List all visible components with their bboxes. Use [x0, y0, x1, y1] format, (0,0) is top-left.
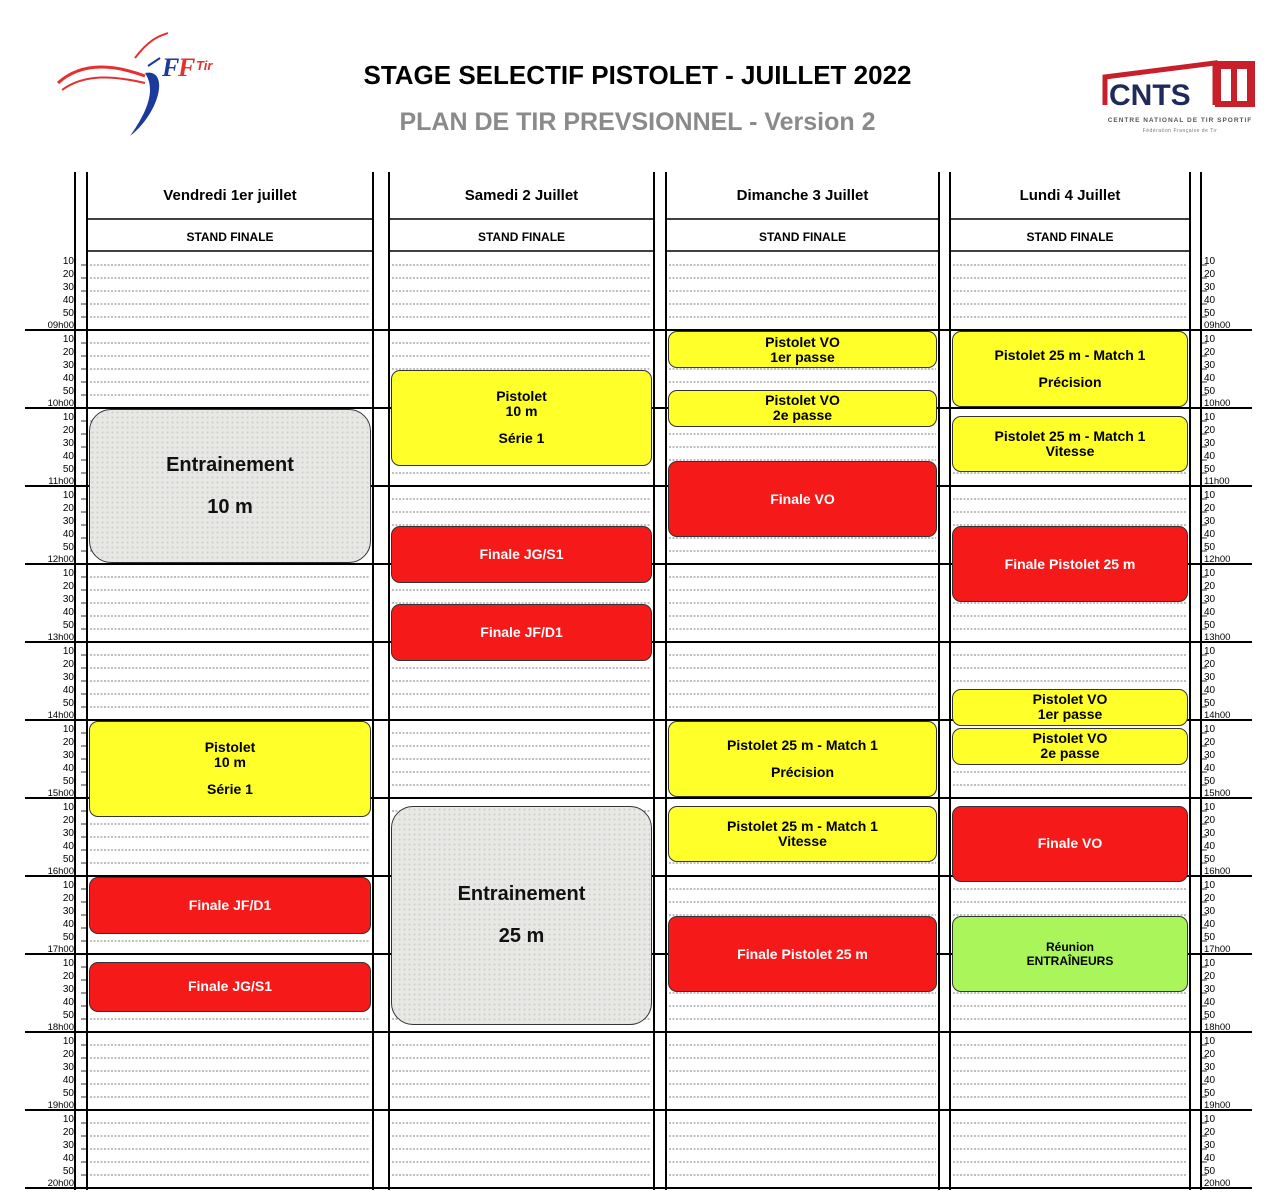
minute-label-right: 50 [1204, 1088, 1216, 1099]
event-label: Pistolet VO [765, 392, 840, 408]
minute-label-right: 20 [1204, 347, 1216, 358]
stand-header: STAND FINALE [1026, 230, 1114, 244]
hour-label-left: 15h00 [47, 788, 74, 799]
day-header: Dimanche 3 Juillet [736, 187, 869, 204]
minute-label-right: 50 [1204, 620, 1216, 631]
minute-label-left: 10 [62, 958, 74, 969]
hour-label-left: 14h00 [47, 710, 74, 721]
minute-label-right: 20 [1204, 503, 1216, 514]
minute-label-left: 50 [62, 932, 74, 943]
hour-label-right: 10h00 [1204, 398, 1231, 409]
minute-label-left: 20 [62, 659, 74, 670]
final-event[interactable] [952, 526, 1188, 602]
minute-label-right: 10 [1204, 490, 1216, 501]
event-label: Pistolet VO [765, 333, 840, 350]
minute-label-right: 40 [1204, 1075, 1216, 1086]
hour-label-right: 19h00 [1204, 1100, 1231, 1111]
minute-label-left: 40 [62, 685, 74, 696]
minute-label-left: 40 [62, 607, 74, 618]
event-label: ENTRAÎNEURS [1026, 954, 1114, 968]
event-label: Pistolet 25 m - Match 1 [994, 427, 1146, 444]
session-event[interactable] [952, 416, 1188, 473]
minute-label-left: 40 [62, 919, 74, 930]
final-event[interactable] [89, 877, 371, 934]
minute-label-left: 40 [62, 295, 74, 306]
event-label: Finale JG/S1 [479, 545, 564, 562]
minute-label-right: 10 [1204, 256, 1216, 267]
minute-label-left: 20 [62, 1127, 74, 1138]
minute-label-right: 10 [1204, 568, 1216, 579]
minute-label-right: 50 [1204, 386, 1216, 397]
hour-label-right: 13h00 [1204, 632, 1231, 643]
event-label: Entrainement [166, 454, 294, 476]
event-label: 2e passe [772, 407, 833, 423]
page-title: STAGE SELECTIF PISTOLET - JUILLET 2022 [363, 60, 912, 90]
minute-label-left: 50 [62, 308, 74, 319]
minute-label-left: 30 [62, 516, 74, 527]
minute-label-left: 30 [62, 282, 74, 293]
minute-label-left: 40 [62, 373, 74, 384]
minute-label-left: 40 [62, 841, 74, 852]
event-label: 10 m [207, 496, 253, 518]
minute-label-right: 50 [1204, 542, 1216, 553]
minute-label-left: 10 [62, 256, 74, 267]
minute-label-left: 50 [62, 620, 74, 631]
hour-label-right: 17h00 [1204, 944, 1231, 955]
minute-label-right: 20 [1204, 659, 1216, 670]
minute-label-right: 50 [1204, 1010, 1216, 1021]
minute-label-right: 40 [1204, 1153, 1216, 1164]
minute-label-left: 10 [62, 334, 74, 345]
minute-label-left: 50 [62, 698, 74, 709]
minute-label-left: 20 [62, 1049, 74, 1060]
minute-label-right: 30 [1204, 906, 1216, 917]
minute-label-left: 30 [62, 672, 74, 683]
minute-label-left: 20 [62, 893, 74, 904]
minute-label-right: 10 [1204, 724, 1216, 735]
minute-label-right: 40 [1204, 841, 1216, 852]
minute-label-left: 20 [62, 425, 74, 436]
hour-label-right: 15h00 [1204, 788, 1231, 799]
minute-label-right: 30 [1204, 1140, 1216, 1151]
minute-label-left: 50 [62, 854, 74, 865]
session-event[interactable] [391, 370, 652, 466]
minute-label-left: 10 [62, 724, 74, 735]
minute-label-right: 30 [1204, 750, 1216, 761]
minute-label-left: 20 [62, 737, 74, 748]
minute-label-right: 40 [1204, 763, 1216, 774]
minute-label-right: 10 [1204, 1114, 1216, 1125]
minute-label-left: 30 [62, 360, 74, 371]
svg-text:Tir: Tir [196, 58, 213, 73]
minute-label-left: 40 [62, 763, 74, 774]
minute-label-left: 30 [62, 750, 74, 761]
minute-label-left: 30 [62, 594, 74, 605]
event-label: 1er passe [770, 348, 835, 365]
event-label: Pistolet VO [1032, 730, 1108, 746]
session-event[interactable] [952, 689, 1188, 726]
event-label: Pistolet 25 m - Match 1 [727, 817, 878, 834]
final-event[interactable] [668, 916, 937, 992]
event-label: Précision [770, 764, 835, 780]
hour-label-left: 10h00 [47, 398, 74, 409]
minute-label-right: 50 [1204, 776, 1216, 787]
minute-label-left: 20 [62, 347, 74, 358]
minute-label-right: 10 [1204, 334, 1216, 345]
event-label: Précision [1038, 374, 1102, 390]
hour-label-left: 20h00 [47, 1178, 74, 1189]
minute-label-right: 50 [1204, 1166, 1216, 1177]
training-event[interactable] [391, 806, 652, 1025]
event-label: 2e passe [1040, 745, 1100, 761]
meeting-event[interactable] [952, 916, 1188, 992]
hour-label-left: 12h00 [47, 554, 74, 565]
minute-label-right: 20 [1204, 425, 1216, 436]
cnts-subtitle: CENTRE NATIONAL DE TIR SPORTIF [1107, 117, 1253, 124]
event-label: Pistolet VO [1032, 691, 1108, 707]
hour-label-right: 09h00 [1204, 320, 1231, 331]
event-label: Pistolet 25 m - Match 1 [727, 737, 878, 753]
fftir-logo-f: F [162, 53, 180, 82]
minute-label-left: 10 [62, 1036, 74, 1047]
hour-label-right: 12h00 [1204, 554, 1231, 565]
minute-label-right: 30 [1204, 360, 1216, 371]
minute-label-right: 50 [1204, 932, 1216, 943]
minute-label-right: 50 [1204, 308, 1216, 319]
minute-label-right: 10 [1204, 802, 1216, 813]
final-event[interactable] [391, 604, 652, 661]
minute-label-right: 20 [1204, 1127, 1216, 1138]
minute-label-right: 20 [1204, 893, 1216, 904]
day-header: Vendredi 1er juillet [163, 187, 297, 204]
event-label: Réunion [1046, 940, 1094, 954]
event-label: 10 m [214, 754, 246, 771]
minute-label-right: 50 [1204, 854, 1216, 865]
stand-header: STAND FINALE [186, 230, 274, 244]
minute-label-left: 10 [62, 412, 74, 423]
session-event[interactable] [668, 721, 937, 797]
cnts-logo-text: CNTS [1109, 79, 1191, 112]
minute-label-left: 30 [62, 906, 74, 917]
final-event[interactable] [391, 526, 652, 583]
minute-label-left: 50 [62, 1088, 74, 1099]
hour-label-left: 11h00 [48, 476, 74, 487]
event-label: Série 1 [498, 430, 545, 447]
minute-label-right: 30 [1204, 594, 1216, 605]
event-label: Finale VO [1037, 835, 1103, 851]
day-header: Samedi 2 Juillet [464, 187, 579, 204]
event-label: Vitesse [1045, 442, 1095, 459]
hour-label-left: 09h00 [47, 320, 74, 331]
hour-label-left: 16h00 [47, 866, 74, 877]
minute-label-right: 30 [1204, 438, 1216, 449]
event-label: Finale Pistolet 25 m [1004, 555, 1136, 572]
minute-label-left: 10 [62, 880, 74, 891]
cnts-federation: Fédération Française de Tir [1142, 128, 1218, 134]
hour-label-left: 18h00 [47, 1022, 74, 1033]
event-label: Finale JG/S1 [187, 978, 273, 994]
minute-label-right: 30 [1204, 828, 1216, 839]
event-label: Entrainement [457, 883, 586, 905]
minute-label-right: 40 [1204, 529, 1216, 540]
minute-label-right: 10 [1204, 412, 1216, 423]
session-event[interactable] [668, 806, 937, 863]
minute-label-left: 40 [62, 451, 74, 462]
event-label: Vitesse [778, 832, 827, 849]
hour-label-right: 18h00 [1204, 1022, 1231, 1033]
minute-label-left: 20 [62, 503, 74, 514]
minute-label-right: 20 [1204, 1049, 1216, 1060]
minute-label-right: 20 [1204, 581, 1216, 592]
minute-label-right: 40 [1204, 919, 1216, 930]
stand-header: STAND FINALE [477, 230, 566, 244]
minute-label-right: 50 [1204, 464, 1216, 475]
event-label: Série 1 [207, 781, 253, 798]
minute-label-right: 40 [1204, 997, 1216, 1008]
minute-label-left: 30 [62, 828, 74, 839]
hour-label-left: 19h00 [47, 1100, 74, 1111]
minute-label-right: 20 [1204, 737, 1216, 748]
minute-label-right: 30 [1204, 984, 1216, 995]
minute-label-right: 10 [1204, 646, 1216, 657]
hour-label-left: 17h00 [47, 944, 74, 955]
session-event[interactable] [668, 331, 937, 368]
minute-label-left: 50 [62, 1010, 74, 1021]
minute-label-left: 30 [62, 1062, 74, 1073]
minute-label-right: 40 [1204, 685, 1216, 696]
minute-label-left: 20 [62, 815, 74, 826]
final-event[interactable] [668, 461, 937, 537]
session-event[interactable] [952, 728, 1188, 765]
minute-label-right: 10 [1204, 880, 1216, 891]
minute-label-left: 40 [62, 1075, 74, 1086]
event-label: Pistolet [204, 739, 256, 756]
session-event[interactable] [952, 331, 1188, 407]
minute-label-left: 30 [62, 438, 74, 449]
minute-label-left: 50 [62, 776, 74, 787]
minute-label-left: 40 [62, 529, 74, 540]
minute-label-left: 20 [62, 269, 74, 280]
hour-label-right: 20h00 [1204, 1178, 1231, 1189]
minute-label-right: 40 [1204, 295, 1216, 306]
day-header: Lundi 4 Juillet [1019, 187, 1121, 204]
minute-label-left: 10 [62, 490, 74, 501]
minute-label-right: 20 [1204, 269, 1216, 280]
hour-label-right: 16h00 [1204, 866, 1231, 877]
session-event[interactable] [89, 721, 371, 817]
final-event[interactable] [89, 962, 371, 1012]
event-label: Finale Pistolet 25 m [737, 945, 868, 962]
hour-label-right: 14h00 [1204, 710, 1231, 721]
minute-label-right: 20 [1204, 815, 1216, 826]
minute-label-left: 40 [62, 997, 74, 1008]
minute-label-left: 50 [62, 386, 74, 397]
minute-label-left: 50 [62, 464, 74, 475]
svg-text:F: F [178, 53, 196, 82]
minute-label-right: 30 [1204, 282, 1216, 293]
stand-header: STAND FINALE [758, 230, 847, 244]
event-label: Pistolet [496, 388, 547, 405]
minute-label-right: 10 [1204, 958, 1216, 969]
minute-label-left: 30 [62, 1140, 74, 1151]
minute-label-left: 20 [62, 971, 74, 982]
event-label: 1er passe [1037, 706, 1103, 722]
minute-label-left: 10 [62, 646, 74, 657]
hour-label-right: 11h00 [1204, 476, 1230, 487]
minute-label-right: 40 [1204, 451, 1216, 462]
minute-label-right: 40 [1204, 607, 1216, 618]
minute-label-left: 30 [62, 984, 74, 995]
event-label: Finale JF/D1 [480, 623, 563, 640]
minute-label-right: 20 [1204, 971, 1216, 982]
minute-label-left: 10 [62, 802, 74, 813]
minute-label-right: 10 [1204, 1036, 1216, 1047]
minute-label-right: 30 [1204, 672, 1216, 683]
final-event[interactable] [952, 806, 1188, 882]
minute-label-left: 50 [62, 542, 74, 553]
minute-label-left: 20 [62, 581, 74, 592]
event-label: 25 m [498, 925, 545, 947]
minute-label-right: 30 [1204, 516, 1216, 527]
training-event[interactable] [89, 409, 371, 563]
event-label: Finale VO [770, 490, 835, 507]
minute-label-left: 10 [62, 1114, 74, 1125]
event-label: Pistolet 25 m - Match 1 [994, 347, 1146, 363]
minute-label-left: 40 [62, 1153, 74, 1164]
minute-label-right: 30 [1204, 1062, 1216, 1073]
hour-label-left: 13h00 [47, 632, 74, 643]
event-label: Finale JF/D1 [188, 896, 272, 913]
minute-label-left: 50 [62, 1166, 74, 1177]
session-event[interactable] [668, 390, 937, 427]
page-subtitle: PLAN DE TIR PREVSIONNEL - Version 2 [399, 108, 876, 136]
minute-label-left: 10 [62, 568, 74, 579]
minute-label-right: 40 [1204, 373, 1216, 384]
minute-label-right: 50 [1204, 698, 1216, 709]
event-label: 10 m [505, 403, 538, 420]
